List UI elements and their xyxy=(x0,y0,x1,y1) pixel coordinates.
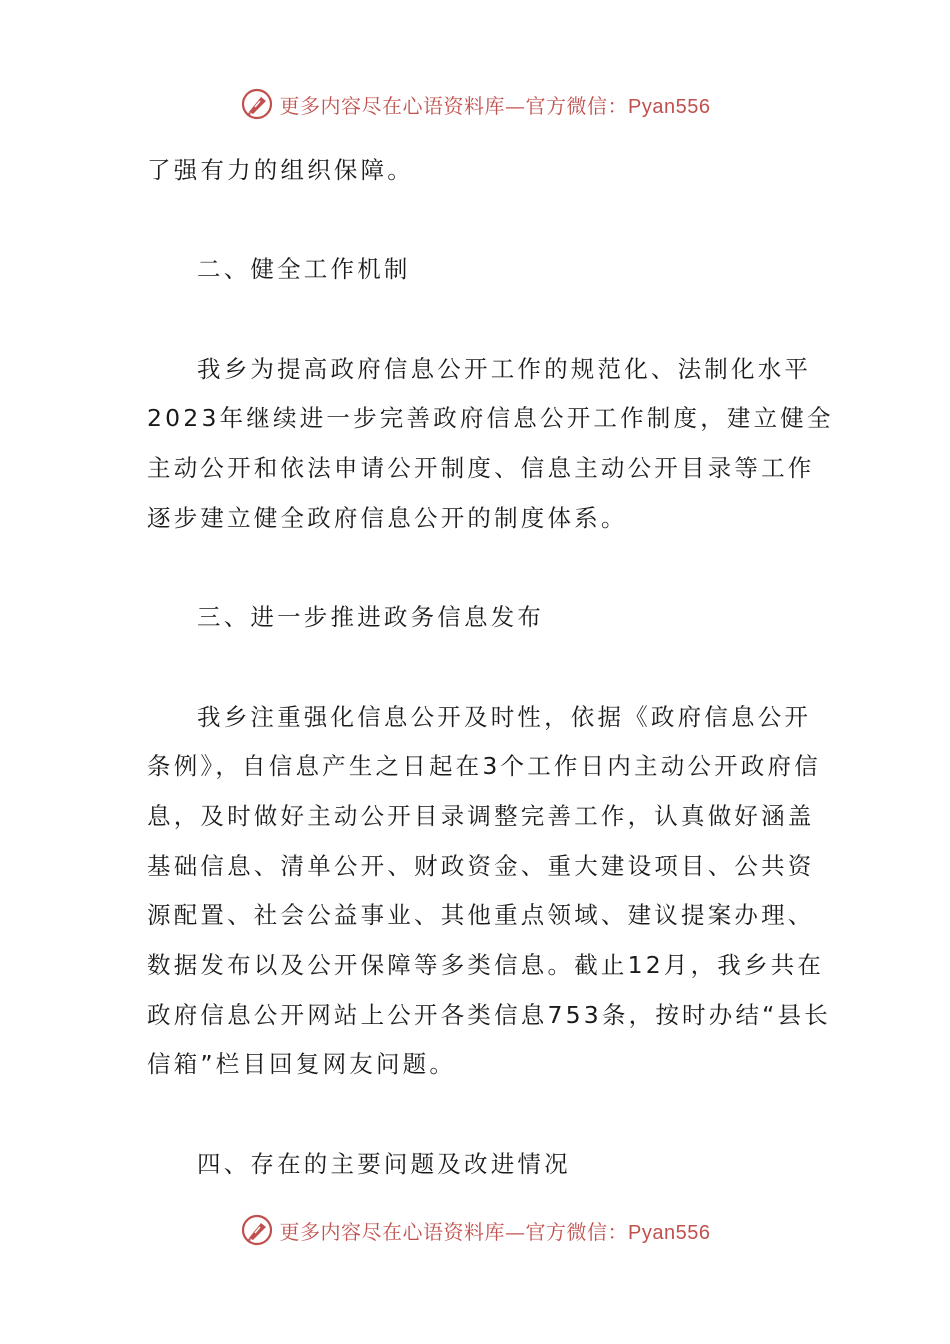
paragraph-line: 源配置、社会公益事业、其他重点领域、建议提案办理、 xyxy=(147,901,815,930)
watermark-text: 更多内容尽在心语资料库—官方微信：Pyan556 xyxy=(279,1219,711,1244)
paragraph-line: 数据发布以及公开保障等多类信息。截止12月，我乡共在 xyxy=(147,951,825,979)
paragraph-2 xyxy=(147,345,834,544)
paragraph-line: 主动公开和依法申请公开制度、信息主动公开目录等工作 xyxy=(147,454,815,483)
paragraph-line: 我乡注重强化信息公开及时性，依据《政府信息公开 xyxy=(197,702,812,731)
paragraph-1 xyxy=(147,146,807,196)
section-heading-4: 四、存在的主要问题及改进情况 xyxy=(197,1149,571,1178)
pen-nib-logo-icon xyxy=(240,87,274,121)
paragraph-line: 2023年继续进一步完善政府信息公开工作制度，建立健全 xyxy=(147,404,834,433)
paragraph-3 xyxy=(147,693,831,1091)
paragraph-line: 条例》，自信息产生之日起在3个工作日内主动公开政府信 xyxy=(147,752,821,781)
section-heading-3: 三、进一步推进政务信息发布 xyxy=(197,603,545,632)
paragraph-line: 逐步建立健全政府信息公开的制度体系。 xyxy=(147,503,628,532)
watermark-text: 更多内容尽在心语资料库—官方微信：Pyan556 xyxy=(279,93,711,118)
pen-nib-logo-icon xyxy=(240,1213,274,1247)
paragraph-line: 基础信息、清单公开、财政资金、重大建设项目、公共资 xyxy=(147,851,815,880)
document-body xyxy=(147,146,834,1189)
footer-watermark xyxy=(0,1210,950,1250)
header-watermark xyxy=(0,84,950,124)
section-heading-2: 二、健全工作机制 xyxy=(197,255,411,284)
paragraph-line: 了强有力的组织保障。 xyxy=(147,156,414,184)
paragraph-line: 政府信息公开网站上公开各类信息753条，按时办结“县长 xyxy=(147,1000,831,1029)
paragraph-line: 信箱”栏目回复网友问题。 xyxy=(147,1050,457,1079)
paragraph-line: 息，及时做好主动公开目录调整完善工作，认真做好涵盖 xyxy=(147,801,815,830)
paragraph-line: 我乡为提高政府信息公开工作的规范化、法制化水平 xyxy=(197,354,812,383)
